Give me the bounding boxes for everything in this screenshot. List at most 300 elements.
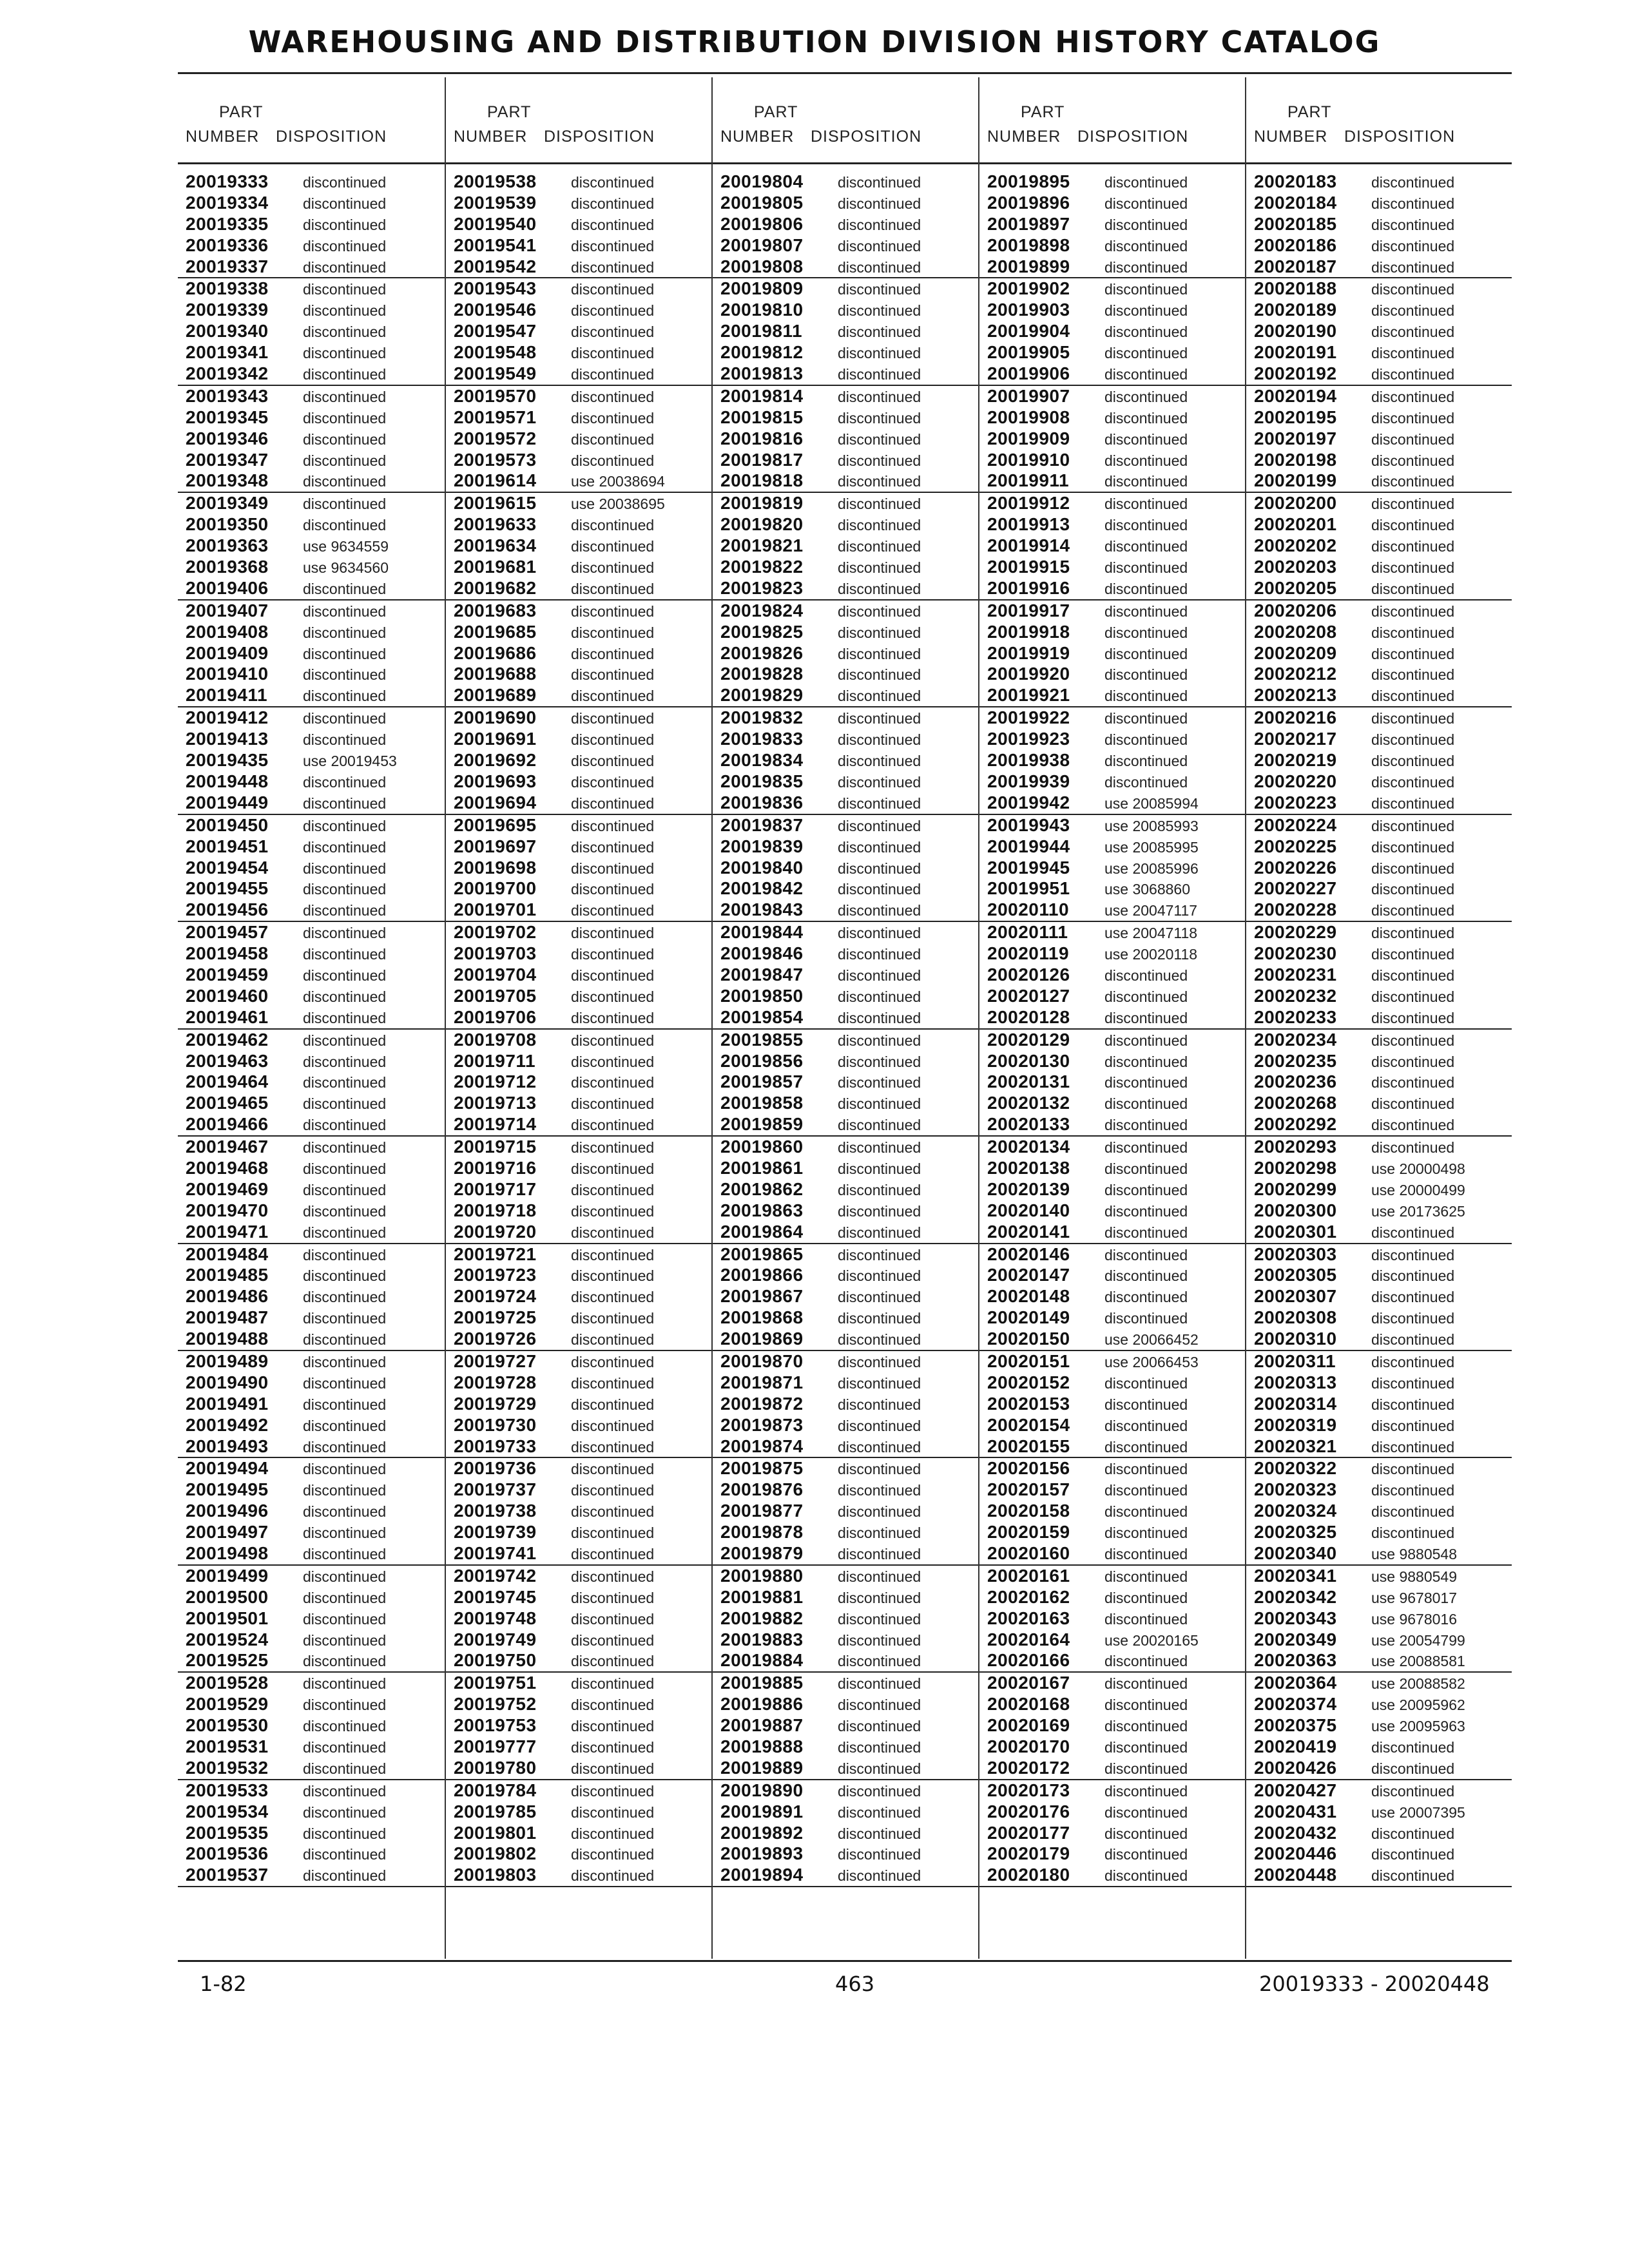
part-number: 20019837 <box>720 814 804 835</box>
catalog-row <box>979 493 1245 514</box>
part-number: 20019905 <box>987 342 1070 363</box>
disposition: discontinued <box>571 580 655 597</box>
part-number: 20019711 <box>454 1050 536 1071</box>
disposition: discontinued <box>838 666 921 684</box>
catalog-row <box>713 557 978 578</box>
disposition: discontinued <box>838 1074 921 1091</box>
catalog-row <box>446 685 711 707</box>
disposition: discontinued <box>838 602 921 620</box>
part-number: 20019939 <box>987 771 1070 791</box>
part-number: 20019902 <box>987 278 1070 299</box>
catalog-row <box>178 1522 445 1543</box>
part-number: 20019570 <box>454 385 537 406</box>
catalog-row <box>446 386 711 407</box>
catalog-row <box>446 1030 711 1051</box>
part-number: 20019835 <box>720 771 804 791</box>
catalog-row <box>713 1030 978 1051</box>
disposition: discontinued <box>1104 1374 1188 1392</box>
disposition: discontinued <box>838 195 921 212</box>
disposition: discontinued <box>1104 1267 1188 1285</box>
part-number: 20019368 <box>186 557 269 577</box>
catalog-row <box>178 1030 445 1051</box>
disposition: discontinued <box>303 666 387 684</box>
catalog-row <box>446 836 711 858</box>
disposition: discontinued <box>1371 753 1455 770</box>
part-number: 20020232 <box>1254 985 1337 1006</box>
catalog-row <box>713 514 978 535</box>
disposition: discontinued <box>303 946 387 963</box>
catalog-row <box>1246 1415 1512 1436</box>
catalog-row <box>979 300 1245 321</box>
catalog-row <box>713 1179 978 1200</box>
catalog-row <box>713 407 978 428</box>
catalog-row <box>178 1780 445 1802</box>
catalog-row <box>979 643 1245 664</box>
part-number: 20019572 <box>454 428 537 448</box>
catalog-row <box>178 1479 445 1501</box>
catalog-row <box>713 1522 978 1543</box>
catalog-row <box>178 1372 445 1394</box>
catalog-row <box>713 300 978 321</box>
catalog-row <box>446 729 711 750</box>
disposition: use 20085994 <box>1104 794 1199 812</box>
disposition: discontinued <box>571 1568 655 1585</box>
catalog-row <box>446 943 711 965</box>
header-disposition-label: DISPOSITION <box>1077 128 1189 146</box>
disposition: discontinued <box>1371 1353 1455 1370</box>
disposition: discontinued <box>1371 1289 1455 1306</box>
disposition: discontinued <box>571 602 655 620</box>
disposition: discontinued <box>303 323 387 341</box>
part-number: 20020188 <box>1254 278 1337 299</box>
disposition: discontinued <box>1104 710 1188 727</box>
catalog-row <box>713 1629 978 1651</box>
catalog-row <box>446 1265 711 1286</box>
part-number: 20019818 <box>720 470 804 491</box>
part-number: 20019801 <box>454 1822 537 1843</box>
disposition: discontinued <box>838 430 921 448</box>
catalog-row <box>446 214 711 235</box>
catalog-row <box>979 193 1245 214</box>
part-number: 20019336 <box>186 235 269 255</box>
disposition: discontinued <box>303 966 387 984</box>
catalog-row <box>1246 514 1512 535</box>
disposition: use 9678017 <box>1371 1589 1458 1606</box>
part-number: 20020159 <box>987 1522 1070 1542</box>
disposition: use 20095963 <box>1371 1718 1465 1735</box>
catalog-row <box>446 1650 711 1673</box>
part-number: 20020148 <box>987 1286 1070 1307</box>
catalog-row <box>1246 1114 1512 1137</box>
part-number: 20019826 <box>720 642 804 663</box>
part-number: 20019872 <box>720 1393 804 1414</box>
part-number: 20019726 <box>454 1329 537 1349</box>
part-number: 20020156 <box>987 1458 1070 1479</box>
part-number: 20020130 <box>987 1050 1070 1071</box>
catalog-row <box>1246 1865 1512 1887</box>
part-number: 20019909 <box>987 428 1070 448</box>
disposition: discontinued <box>1371 925 1455 942</box>
catalog-row <box>178 363 445 386</box>
catalog-column <box>711 77 978 1959</box>
part-number: 20019808 <box>720 256 804 276</box>
catalog-row <box>979 1736 1245 1758</box>
disposition: discontinued <box>838 1009 921 1026</box>
catalog-rows <box>1246 171 1512 1887</box>
disposition: discontinued <box>838 902 921 919</box>
part-number: 20019547 <box>454 321 537 341</box>
catalog-row <box>713 535 978 557</box>
part-number: 20019880 <box>720 1565 804 1586</box>
part-number: 20020179 <box>987 1843 1070 1864</box>
catalog-row <box>1246 1629 1512 1651</box>
catalog-row <box>979 1694 1245 1715</box>
part-number: 20019892 <box>720 1822 804 1843</box>
part-number: 20020200 <box>1254 493 1337 514</box>
part-number: 20020224 <box>1254 814 1337 835</box>
header-number-label: NUMBER <box>987 128 1061 146</box>
part-number: 20020131 <box>987 1072 1070 1092</box>
disposition: discontinued <box>1371 1331 1455 1349</box>
part-number: 20020170 <box>987 1736 1070 1757</box>
section-number: 1-82 <box>200 1972 247 1996</box>
disposition: discontinued <box>1104 731 1188 749</box>
disposition: discontinued <box>838 1202 921 1220</box>
part-number: 20019888 <box>720 1736 804 1757</box>
catalog-row <box>178 1629 445 1651</box>
disposition: discontinued <box>1104 1417 1188 1434</box>
catalog-row <box>1246 943 1512 965</box>
part-number: 20019571 <box>454 407 537 427</box>
part-number: 20020233 <box>1254 1006 1337 1027</box>
part-number: 20019809 <box>720 278 804 299</box>
catalog-row <box>979 1458 1245 1479</box>
disposition: discontinued <box>838 323 921 341</box>
disposition: discontinued <box>1371 1224 1455 1241</box>
catalog-row <box>178 1114 445 1137</box>
part-number: 20019495 <box>186 1479 269 1500</box>
part-number: 20019461 <box>186 1006 269 1027</box>
disposition: discontinued <box>571 731 655 749</box>
part-number: 20020169 <box>987 1715 1070 1736</box>
catalog-row <box>713 1222 978 1244</box>
part-number: 20020199 <box>1254 470 1337 491</box>
part-number: 20019862 <box>720 1178 804 1199</box>
part-number: 20019733 <box>454 1436 537 1456</box>
part-number: 20019725 <box>454 1307 537 1328</box>
part-number: 20019863 <box>720 1200 804 1220</box>
disposition: discontinued <box>1104 1095 1188 1113</box>
catalog-row <box>713 1394 978 1415</box>
disposition: discontinued <box>303 1524 387 1542</box>
disposition: discontinued <box>571 1074 655 1091</box>
part-number: 20019842 <box>720 878 804 899</box>
catalog-row <box>713 622 978 643</box>
catalog-row <box>446 878 711 899</box>
disposition: discontinued <box>1104 1461 1188 1478</box>
catalog-row <box>1246 1072 1512 1093</box>
catalog-row <box>178 428 445 450</box>
catalog-row <box>1246 1093 1512 1114</box>
part-number: 20020146 <box>987 1244 1070 1264</box>
catalog-row <box>713 578 978 601</box>
part-number: 20019467 <box>186 1137 269 1157</box>
catalog-row <box>713 1865 978 1887</box>
title-rule <box>178 72 1512 74</box>
catalog-row <box>446 899 711 922</box>
part-number: 20020341 <box>1254 1565 1337 1586</box>
disposition: discontinued <box>1104 1074 1188 1091</box>
catalog-row <box>178 1200 445 1222</box>
header-number-label: NUMBER <box>186 128 260 146</box>
catalog-row <box>178 193 445 214</box>
disposition: discontinued <box>1371 366 1455 383</box>
disposition: discontinued <box>1104 302 1188 320</box>
disposition: discontinued <box>838 517 921 534</box>
disposition: discontinued <box>571 1631 655 1649</box>
disposition: discontinued <box>838 1461 921 1478</box>
disposition: discontinued <box>1104 1546 1188 1562</box>
disposition: discontinued <box>838 1032 921 1049</box>
catalog-row <box>1246 450 1512 471</box>
catalog-row <box>446 514 711 535</box>
catalog-row <box>979 386 1245 407</box>
part-number: 20019814 <box>720 385 804 406</box>
catalog-row <box>446 643 711 664</box>
disposition: discontinued <box>571 1696 655 1714</box>
catalog-row <box>713 1650 978 1673</box>
part-number: 20020324 <box>1254 1501 1337 1521</box>
part-number: 20020340 <box>1254 1543 1337 1563</box>
disposition: discontinued <box>838 1289 921 1306</box>
catalog-row <box>1246 321 1512 342</box>
catalog-row <box>178 1415 445 1436</box>
header-number-label: NUMBER <box>454 128 528 146</box>
part-number: 20019884 <box>720 1650 804 1671</box>
part-number: 20020161 <box>987 1565 1070 1586</box>
disposition: discontinued <box>1104 1825 1188 1842</box>
disposition: discontinued <box>1371 773 1455 791</box>
part-number: 20019741 <box>454 1543 537 1563</box>
part-number: 20020202 <box>1254 535 1337 556</box>
disposition: discontinued <box>571 1718 655 1735</box>
part-number: 20020168 <box>987 1694 1070 1715</box>
part-number: 20019683 <box>454 600 537 620</box>
part-number: 20019832 <box>720 707 804 728</box>
part-number: 20019857 <box>720 1072 804 1092</box>
part-number: 20019850 <box>720 985 804 1006</box>
disposition: use 20020118 <box>1104 946 1198 963</box>
catalog-row <box>713 986 978 1007</box>
part-number: 20020227 <box>1254 878 1337 899</box>
disposition: discontinued <box>1371 1417 1455 1434</box>
part-number: 20020220 <box>1254 771 1337 791</box>
catalog-row <box>713 1265 978 1286</box>
disposition: discontinued <box>571 1202 655 1220</box>
catalog-row <box>446 1823 711 1844</box>
part-number: 20019542 <box>454 256 537 276</box>
part-number: 20019534 <box>186 1801 269 1821</box>
part-number: 20019812 <box>720 342 804 363</box>
disposition: discontinued <box>838 538 921 555</box>
catalog-row <box>979 1030 1245 1051</box>
disposition: discontinued <box>571 409 655 427</box>
catalog-row <box>178 1072 445 1093</box>
part-number: 20019869 <box>720 1329 804 1349</box>
catalog-row <box>713 1372 978 1394</box>
part-number: 20019907 <box>987 385 1070 406</box>
disposition: discontinued <box>1104 281 1188 298</box>
catalog-row <box>1246 214 1512 235</box>
catalog-row <box>713 1329 978 1351</box>
disposition: discontinued <box>1104 216 1188 233</box>
disposition: discontinued <box>571 216 655 233</box>
part-number: 20019350 <box>186 514 269 535</box>
part-number: 20019615 <box>454 493 537 514</box>
disposition: discontinued <box>1371 1438 1455 1456</box>
catalog-row <box>979 1673 1245 1694</box>
catalog-row <box>979 1522 1245 1543</box>
disposition: discontinued <box>838 1053 921 1070</box>
catalog-row <box>178 1222 445 1244</box>
part-number: 20019825 <box>720 621 804 642</box>
catalog-row <box>979 1007 1245 1030</box>
disposition: discontinued <box>1371 216 1455 233</box>
catalog-row <box>979 1436 1245 1459</box>
part-number: 20019460 <box>186 985 269 1006</box>
catalog-row <box>713 1114 978 1137</box>
catalog-row <box>446 1608 711 1629</box>
disposition: discontinued <box>1104 1718 1188 1735</box>
catalog-row <box>1246 1780 1512 1802</box>
part-number: 20019698 <box>454 857 537 878</box>
disposition: discontinued <box>571 1160 655 1177</box>
part-number: 20019706 <box>454 1006 537 1027</box>
catalog-row <box>1246 193 1512 214</box>
disposition: discontinued <box>303 195 387 212</box>
part-number: 20019742 <box>454 1565 537 1586</box>
catalog-row <box>1246 1843 1512 1865</box>
catalog-row <box>1246 1158 1512 1179</box>
disposition: discontinued <box>838 753 921 770</box>
part-number: 20020195 <box>1254 407 1337 427</box>
catalog-row <box>713 878 978 899</box>
disposition: discontinued <box>571 817 655 834</box>
part-number: 20019435 <box>186 750 269 771</box>
part-number: 20019885 <box>720 1673 804 1693</box>
catalog-row <box>979 1650 1245 1673</box>
disposition: discontinued <box>838 495 921 513</box>
part-number: 20020111 <box>987 922 1068 943</box>
part-number: 20019878 <box>720 1522 804 1542</box>
disposition: discontinued <box>303 1653 387 1670</box>
disposition: discontinued <box>303 1825 387 1842</box>
catalog-row <box>178 1394 445 1415</box>
part-number: 20019828 <box>720 664 804 684</box>
part-number: 20020155 <box>987 1436 1070 1456</box>
disposition: discontinued <box>838 1782 921 1800</box>
part-number: 20019484 <box>186 1244 269 1264</box>
catalog-row <box>1246 386 1512 407</box>
disposition: use 20095962 <box>1371 1696 1465 1714</box>
part-number: 20019893 <box>720 1843 804 1864</box>
column-header <box>1246 77 1512 162</box>
catalog-row <box>178 1543 445 1566</box>
disposition: discontinued <box>1371 1396 1455 1413</box>
part-number: 20019454 <box>186 857 269 878</box>
catalog-row <box>979 1051 1245 1072</box>
disposition: discontinued <box>1104 1846 1188 1863</box>
catalog-row <box>178 1758 445 1780</box>
disposition: discontinued <box>303 216 387 233</box>
catalog-row <box>979 450 1245 471</box>
part-number: 20019750 <box>454 1650 537 1671</box>
part-number: 20019749 <box>454 1629 537 1649</box>
catalog-row <box>446 1286 711 1307</box>
part-number: 20019712 <box>454 1072 537 1092</box>
catalog-row <box>1246 407 1512 428</box>
catalog-row <box>979 1329 1245 1351</box>
disposition: discontinued <box>1104 1117 1188 1134</box>
disposition: discontinued <box>303 1438 387 1456</box>
disposition: discontinued <box>303 988 387 1005</box>
disposition: discontinued <box>1104 409 1188 427</box>
part-number: 20019810 <box>720 300 804 320</box>
part-number: 20019894 <box>720 1865 804 1885</box>
disposition: discontinued <box>1104 538 1188 555</box>
part-number: 20019914 <box>987 535 1070 556</box>
disposition: discontinued <box>571 773 655 791</box>
disposition: discontinued <box>303 1696 387 1714</box>
catalog-row <box>446 1436 711 1459</box>
part-number: 20019493 <box>186 1436 269 1456</box>
catalog-row <box>178 729 445 750</box>
part-number: 20019717 <box>454 1178 537 1199</box>
disposition: discontinued <box>1104 473 1188 490</box>
part-number: 20019705 <box>454 985 537 1006</box>
disposition: discontinued <box>1104 1224 1188 1241</box>
disposition: discontinued <box>571 559 655 577</box>
disposition: use 20085996 <box>1104 860 1199 877</box>
disposition: discontinued <box>571 881 655 898</box>
catalog-row <box>713 1351 978 1372</box>
catalog-row <box>178 321 445 342</box>
disposition: discontinued <box>838 860 921 877</box>
catalog-row <box>979 1501 1245 1522</box>
disposition: discontinued <box>838 1438 921 1456</box>
disposition: discontinued <box>838 1653 921 1670</box>
disposition: discontinued <box>303 1631 387 1649</box>
catalog-row <box>979 256 1245 279</box>
header-rule <box>979 162 1245 164</box>
catalog-row <box>713 1501 978 1522</box>
disposition: discontinued <box>571 258 655 276</box>
disposition: discontinued <box>1371 258 1455 276</box>
disposition: discontinued <box>838 687 921 705</box>
catalog-row <box>979 214 1245 235</box>
part-number: 20019737 <box>454 1479 537 1500</box>
part-number: 20019807 <box>720 235 804 255</box>
part-number: 20019738 <box>454 1501 537 1521</box>
disposition: discontinued <box>571 1867 655 1885</box>
catalog-row <box>446 1307 711 1329</box>
catalog-row <box>979 1780 1245 1802</box>
disposition: use 20007395 <box>1371 1803 1465 1821</box>
catalog-row <box>178 1158 445 1179</box>
part-number: 20019459 <box>186 964 269 985</box>
disposition: discontinued <box>571 366 655 383</box>
part-number: 20019854 <box>720 1006 804 1027</box>
